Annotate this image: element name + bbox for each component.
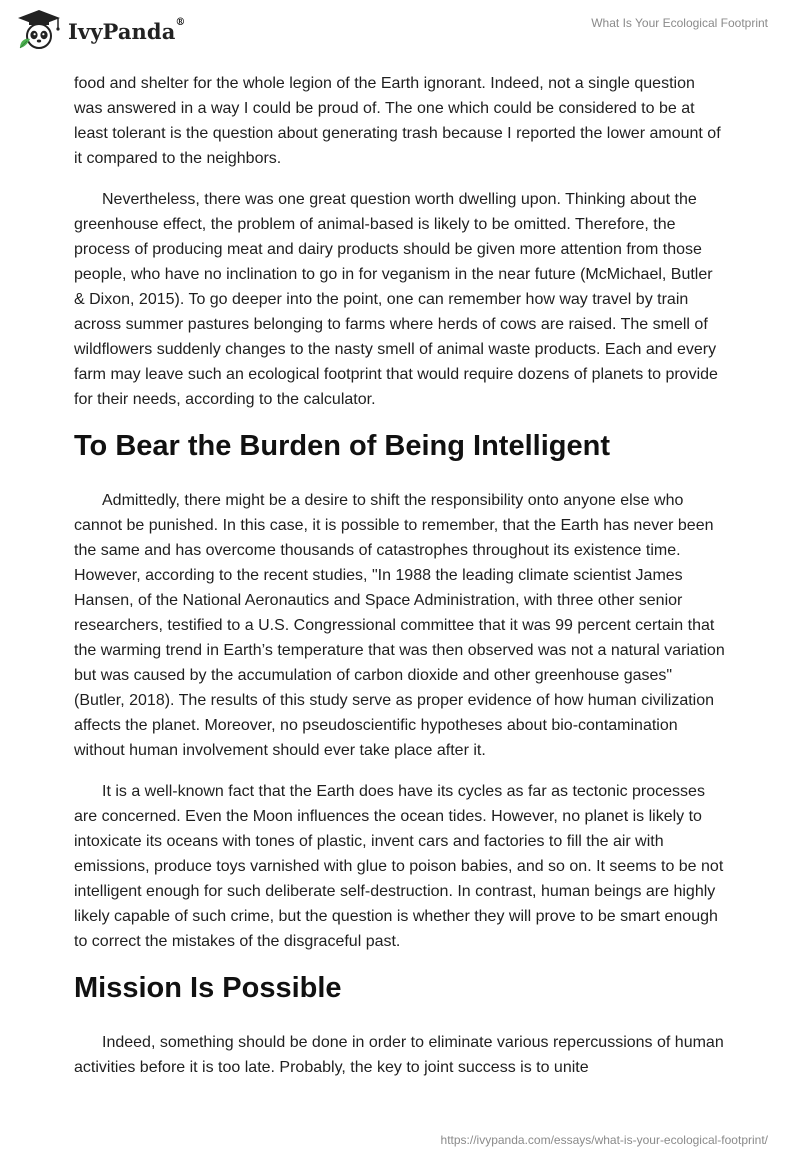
source-url-link[interactable]: https://ivypanda.com/essays/what-is-your-ecological-footprint/ — [440, 1133, 768, 1147]
essay-content — [74, 71, 726, 1096]
paragraph-2: Nevertheless, there was one great question worth dwelling upon. Thinking about the greenhouse effect, the problem of animal-based is likely to be omitted. Therefore, the process of producing meat and dairy products should be given more attention from those people, who have no inclination to go in for veganism in the near future (McMichael, Butler & Dixon, 2015). To go deeper into the point, one can remember how way travel by train across summer pastures belonging to farms where herds of cows are raised. The smell of wildflowers suddenly changes to the nasty smell of animal waste products. Each and every farm may leave such an ecological footprint that would require dozens of planets to provide for their needs, according to the calculator. — [74, 191, 718, 408]
section-heading-mission: Mission Is Possible — [74, 972, 342, 1004]
section-heading-intelligent: To Bear the Burden of Being Intelligent — [74, 430, 610, 462]
paragraph-5: Indeed, something should be done in order to eliminate various repercussions of human activities before it is too late. Probably, the key to joint success is to unite — [74, 1034, 724, 1076]
paragraph-4: It is a well-known fact that the Earth does have its cycles as far as tectonic processes are concerned. Even the Moon influences the ocean tides. However, no planet is likely to intoxicate its oceans with tones of plastic, invent cars and factories to fill the air with emissions, produce toys varnished with glue to poison babies, and so on. It seems to be not intelligent enough for such deliberate self-destruction. In contrast, human beings are highly likely capable of such crime, but the question is whether they will prove to be smart enough to correct the mistakes of the disgraceful past. — [74, 783, 724, 950]
paragraph-1: food and shelter for the whole legion of the Earth ignorant. Indeed, not a single question was answered in a way I could be proud of. The one which could be considered to be at least tolerant is the question about generating trash because I reported the lower amount of it compared to the neighbors. — [74, 75, 721, 167]
panda-graduate-icon — [14, 8, 64, 52]
page-header — [0, 0, 800, 60]
logo-text: IvyPanda® — [68, 16, 186, 44]
registered-mark: ® — [175, 16, 186, 28]
ivypanda-logo[interactable] — [14, 8, 186, 52]
document-title: What Is Your Ecological Footprint — [591, 16, 768, 30]
paragraph-3: Admittedly, there might be a desire to shift the responsibility onto anyone else who cannot be punished. In this case, it is possible to remember, that the Earth has never been the same and has overcome thousands of catastrophes throughout its existence time. However, according to the recent studies, "In 1988 the leading climate scientist James Hansen, of the National Aeronautics and Space Administration, with three other senior researchers, testified to a U.S. Congressional committee that it was 99 percent certain that the warming trend in Earth’s temperature that was then observed was not a natural variation but was caused by the accumulation of carbon dioxide and other greenhouse gases" (Butler, 2018). The results of this study serve as proper evidence of how human civilization affects the planet. Moreover, no pseudoscientific hypotheses about bio-contamination without human involvement should ever take place after it. — [74, 492, 725, 759]
